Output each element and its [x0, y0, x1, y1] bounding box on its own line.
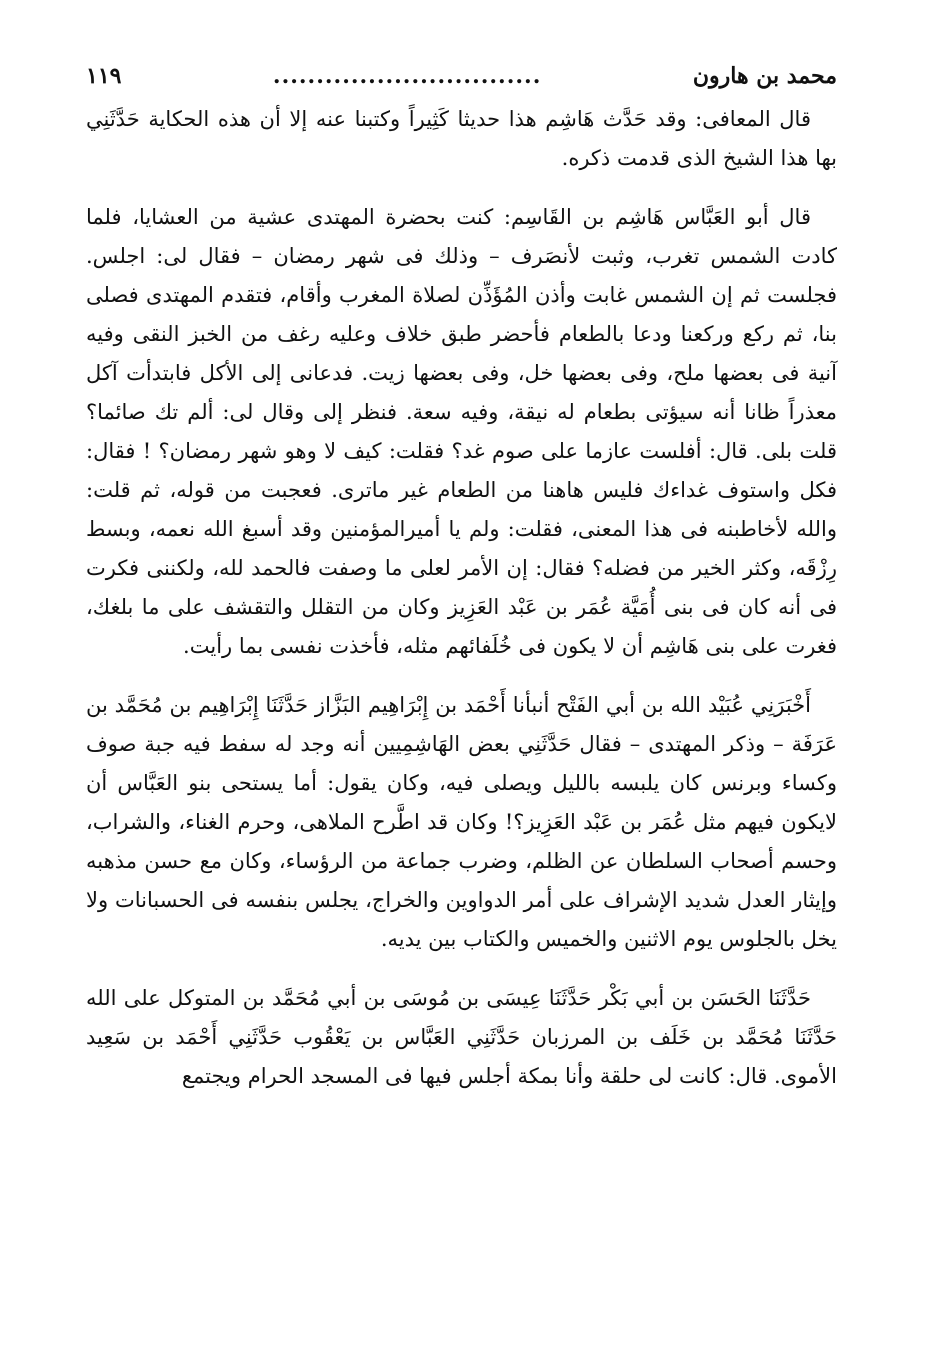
header-title: محمد بن هارون: [692, 63, 837, 89]
running-header: [86, 58, 837, 94]
paragraph-4: حَدَّثَنَا الحَسَن بن أبي بَكْر حَدَّثَنَا عِيسَى بن مُوسَى بن أبي مُحَمَّد بن المتوكل على الله حَدَّثَنَا مُحَمَّد بن خَلَف بن المرزبان حَدَّثَنِي العَبَّاس بن يَعْقُوب حَدَّثَنِي أَحْمَد بن سَعِيد الأموى. قال: كانت لى حلقة وأنا بمكة أجلس فيها فى المسجد الحرام ويجتمع: [86, 986, 837, 1088]
paragraph-2: قال أبو العَبَّاس هَاشِم بن القَاسِم: كنت بحضرة المهتدى عشية من العشايا، فلما كادت الشمس تغرب، وثبت لأنصَرف – وذلك فى شهر رمضان – فقال لى: اجلس. فجلست ثم إن الشمس غابت وأذن المُؤَذِّن لصلاة المغرب وأقام، فتقدم المهتدى فصلى بنا، ثم ركع وركعنا ودعا بالطعام فأحضر طبق خلاف وعليه رغف من الخبز النقى وفيه آنية فى بعضها ملح، وفى بعضها خل، وفى بعضها زيت. فدعانى إلى الأكل فابتدأت آكل معذراً ظانا أنه سيؤتى بطعام له نيقة، وفيه سعة. فنظر إلى وقال لى: ألم تك صائما؟ قلت بلى. قال: أفلست عازما على صوم غد؟ فقلت: كيف لا وهو شهر رمضان؟ ! فقال: فكل واستوف غداءك فليس هاهنا من الطعام غير ماترى. فعجبت من قوله، ثم قلت: والله لأخاطبنه فى هذا المعنى، فقلت: ولم يا أميرالمؤمنين وقد أسبغ الله نعمه، وبسط رِزْقَه، وكثر الخير من فضله؟ فقال: إن الأمر لعلى ما وصفت فالحمد لله، ولكننى فكرت فى أنه كان فى بنى أُمَيَّة عُمَر بن عَبْد العَزِيز وكان من التقلل والتقشف على ما بلغك، فغرت على بنى هَاشِم أن لا يكون فى خُلَفائهم مثله، فأخذت نفسى بما رأيت.: [86, 205, 837, 658]
paragraph-1: قال المعافى: وقد حَدَّث هَاشِم هذا حديثا كَثِيراً وكتبنا عنه إلا أن هذه الحكاية حَدَّثَنِي بها هذا الشيخ الذى قدمت ذكره.: [86, 107, 837, 170]
header-dot-leader: ...............................: [272, 63, 542, 89]
paragraph-3: أَخْبَرَنِي عُبَيْد الله بن أبي الفَتْح أنبأنا أَحْمَد بن إِبْرَاهِيم البَزَّاز حَدَّثَنَا إِبْرَاهِيم بن مُحَمَّد بن عَرَفَة – وذكر المهتدى – فقال حَدَّثَنِي بعض الهَاشِمِيين أنه وجد له سفط فيه جبة صوف وكساء وبرنس كان يلبسه بالليل ويصلى فيه، وكان يقول: أما يستحى بنو العَبَّاس أن لايكون فيهم مثل عُمَر بن عَبْد العَزِيز؟! وكان قد اطَّرح الملاهى، وحرم الغناء، والشراب، وحسم أصحاب السلطان عن الظلم، وضرب جماعة من الرؤساء، وكان مع حسن مذهبه وإيثار العدل شديد الإشراف على أمر الدواوين والخراج، يجلس بنفسه فى الحسبانات ولا يخل بالجلوس يوم الاثنين والخميس والكتاب بين يديه.: [86, 693, 837, 951]
book-page: [86, 58, 837, 1367]
page-number: ١١٩: [86, 63, 122, 89]
